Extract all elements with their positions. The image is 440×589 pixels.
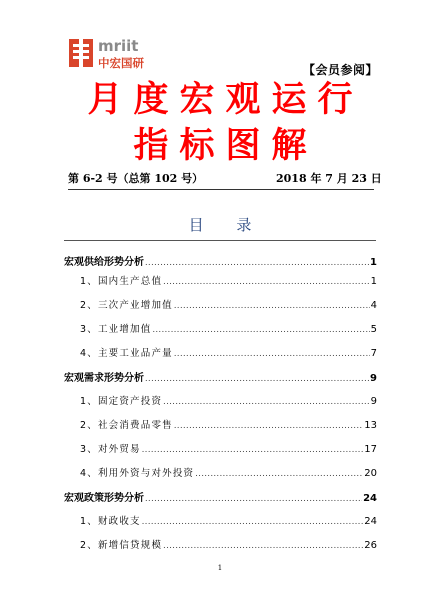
toc-entry-page: 1	[370, 257, 377, 268]
toc-entry-label: 3、工业增加值	[80, 324, 152, 335]
toc-leader-dots	[145, 373, 369, 384]
page-number: 1	[217, 564, 223, 572]
toc-entry-label: 1、国内生产总值	[80, 276, 163, 287]
toc-leader-dots	[145, 257, 369, 268]
toc-entry-page: 9	[370, 373, 377, 384]
mriit-logo	[69, 36, 159, 70]
toc-entry-label: 1、财政收支	[80, 516, 141, 527]
logo-top-text: mriit	[98, 37, 139, 55]
toc-subsection-entry[interactable]	[64, 513, 377, 527]
toc-leader-dots	[174, 348, 370, 359]
toc-subsection-entry[interactable]	[64, 321, 377, 335]
toc-leader-dots	[174, 300, 370, 311]
toc-subsection-entry[interactable]	[64, 273, 377, 287]
toc-entry-page: 24	[363, 493, 377, 504]
toc-entry-page: 5	[370, 324, 377, 335]
toc-entry-page: 13	[364, 420, 377, 431]
toc-entry-page: 26	[364, 540, 377, 551]
toc-leader-dots	[152, 324, 369, 335]
title-line-1: 月度宏观运行	[87, 80, 364, 120]
toc-entry-label: 2、三次产业增加值	[80, 300, 173, 311]
header-divider	[68, 189, 374, 190]
toc-entry-label: 3、对外贸易	[80, 444, 141, 455]
toc-section-entry[interactable]	[64, 489, 377, 504]
toc-entry-label: 2、社会消费品零售	[80, 420, 173, 431]
toc-leader-dots	[174, 420, 363, 431]
toc-leader-dots	[145, 493, 362, 504]
issue-number: 第 6-2 号（总第 102 号）	[68, 172, 204, 185]
toc-entry-label: 2、新增信贷规模	[80, 540, 163, 551]
toc-leader-dots	[163, 276, 369, 287]
toc-title: 目 录	[188, 216, 266, 234]
toc-divider	[64, 240, 376, 241]
toc-section-entry[interactable]	[64, 253, 377, 268]
title-line-2: 指标图解	[133, 126, 318, 166]
toc-entry-label: 1、固定资产投资	[80, 396, 163, 407]
toc-entry-page: 7	[370, 348, 377, 359]
toc-subsection-entry[interactable]	[64, 345, 377, 359]
toc-entry-page: 9	[370, 396, 377, 407]
toc-entry-label: 4、主要工业品产量	[80, 348, 173, 359]
toc-subsection-entry[interactable]	[64, 441, 377, 455]
toc-leader-dots	[195, 468, 363, 479]
member-label: 【会员参阅】	[302, 63, 378, 77]
toc-entry-label: 宏观需求形势分析	[64, 373, 144, 384]
toc-subsection-entry[interactable]	[64, 465, 377, 479]
toc-entry-page: 24	[364, 516, 377, 527]
toc-leader-dots	[142, 444, 364, 455]
toc-subsection-entry[interactable]	[64, 297, 377, 311]
toc-section-entry[interactable]	[64, 369, 377, 384]
toc-leader-dots	[163, 540, 363, 551]
toc-leader-dots	[163, 396, 369, 407]
issue-date: 2018 年 7 月 23 日	[276, 172, 382, 185]
toc-entry-page: 20	[364, 468, 377, 479]
toc-entry-label: 4、利用外资与对外投资	[80, 468, 195, 479]
toc-leader-dots	[142, 516, 364, 527]
toc-subsection-entry[interactable]	[64, 417, 377, 431]
toc-subsection-entry[interactable]	[64, 393, 377, 407]
toc-entry-label: 宏观供给形势分析	[64, 257, 144, 268]
logo-bottom-text: 中宏国研	[98, 56, 144, 70]
toc-subsection-entry[interactable]	[64, 537, 377, 551]
toc-entry-page: 17	[364, 444, 377, 455]
toc-entry-page: 4	[370, 300, 377, 311]
toc-entry-label: 宏观政策形势分析	[64, 493, 144, 504]
toc-entry-page: 1	[370, 276, 377, 287]
